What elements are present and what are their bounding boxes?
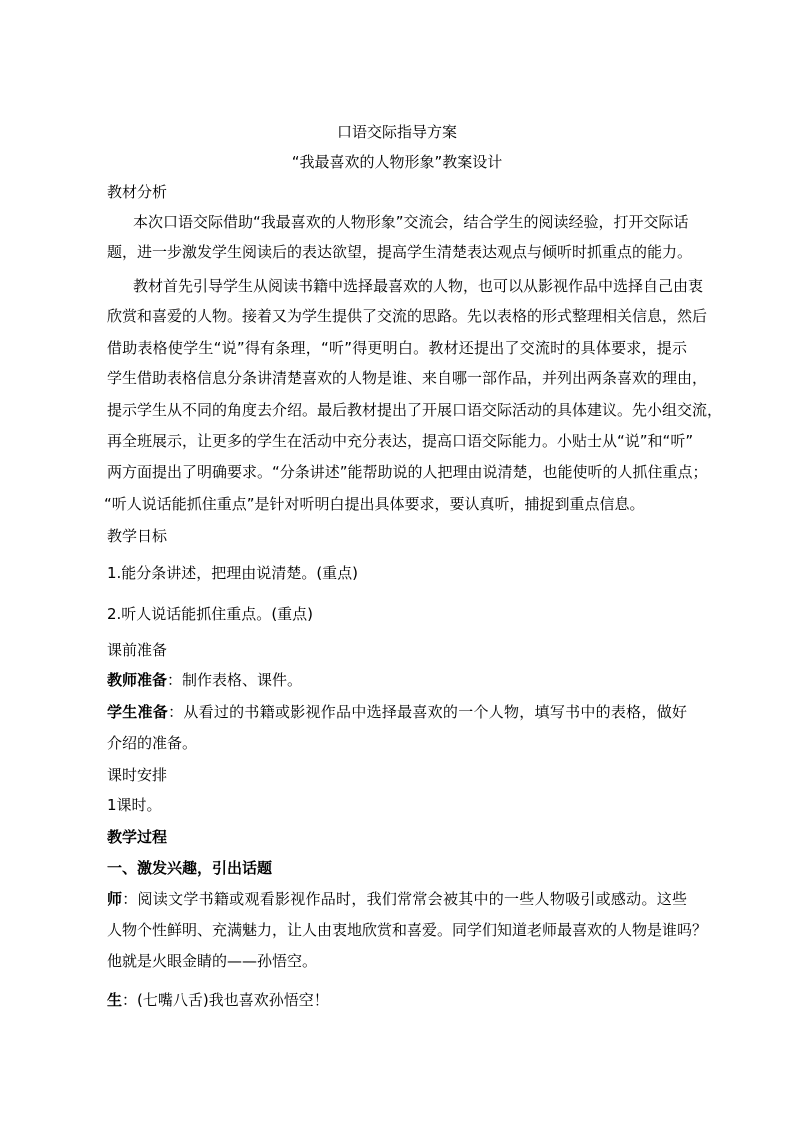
student-speech-text: ：(七嘴八舌)我也喜欢孙悟空！ — [122, 991, 329, 1009]
section-heading-materials: 教材分析 — [107, 183, 168, 201]
teacher-speech-text: ：阅读文学书籍或观看影视作品时，我们常常会被其中的一些人物吸引或感动。这些 — [122, 890, 687, 908]
class-hours: 1课时。 — [107, 796, 162, 814]
paragraph-line: 学生借助表格信息分条讲清楚喜欢的人物是谁、来自哪一部作品，并列出两条喜欢的理由， — [107, 369, 708, 387]
document-subtitle: “我最喜欢的人物形象”教案设计 — [291, 153, 503, 171]
section-heading-preparation: 课前准备 — [107, 641, 168, 659]
paragraph-line: 题，进一步激发学生阅读后的表达欲望，提高学生清楚表达观点与倾听时抓重点的能力。 — [107, 243, 693, 261]
paragraph-line: 再全班展示，让更多的学生在活动中充分表达，提高口语交际能力。小贴士从“说”和“听” — [107, 432, 694, 450]
section-heading-goals: 教学日标 — [107, 527, 168, 545]
goal-item: 2.听人说话能抓住重点。(重点) — [107, 605, 314, 623]
student-speech — [107, 990, 687, 1010]
teacher-speech — [107, 889, 687, 909]
speaker-student: 生 — [107, 991, 123, 1009]
section-heading-process: 教学过程 — [107, 828, 168, 846]
document-title: 口语交际指导方案 — [336, 123, 457, 141]
section-heading-schedule: 课时安排 — [107, 766, 168, 784]
paragraph-line: “听人说话能抓住重点”是针对听明白提出具体要求，要认真听，捕捉到重点信息。 — [104, 495, 645, 513]
student-preparation-cont: 介绍的准备。 — [107, 734, 198, 752]
teacher-preparation-text: ：制作表格、课件。 — [167, 671, 303, 689]
student-preparation — [107, 702, 687, 722]
student-preparation-text: ：从看过的书籍或影视作品中选择最喜欢的一个人物，填写书中的表格，做好 — [168, 703, 687, 721]
goal-item: 1.能分条讲述，把理由说清楚。(重点) — [107, 564, 359, 582]
teacher-preparation-label: 教师准备 — [107, 671, 168, 689]
teacher-speech-line: 他就是火眼金睛的——孙悟空。 — [107, 952, 318, 970]
paragraph-line: 欣赏和喜爱的人物。接着又为学生提供了交流的思路。先以表格的形式整理相关信息，然后 — [107, 307, 708, 325]
step-heading: 一、激发兴趣，引出话题 — [107, 859, 273, 877]
paragraph-line: 提示学生从不同的角度去介绍。最后教材提出了开展口语交际活动的具体建议。先小组交流， — [107, 401, 723, 419]
paragraph-line: 两方面提出了明确要求。“分条讲述”能帮助说的人把理由说清楚，也能使听的人抓住重点； — [107, 463, 708, 481]
speaker-teacher: 师 — [107, 890, 123, 908]
teacher-speech-line: 人物个性鲜明、充满魅力，让人由衷地欣赏和喜爱。同学们知道老师最喜欢的人物是谁吗？ — [107, 921, 708, 939]
paragraph-line: 借助表格使学生“说”得有条理，“听”得更明白。教材还提出了交流时的具体要求，提示 — [107, 339, 687, 357]
paragraph-line: 本次口语交际借助“我最喜欢的人物形象”交流会，结合学生的阅读经验，打开交际话 — [133, 213, 689, 231]
student-preparation-label: 学生准备 — [107, 703, 169, 721]
teacher-preparation — [107, 670, 687, 690]
paragraph-line: 教材首先引导学生从阅读书籍中选择最喜欢的人物，也可以从影视作品中选择自己由衷 — [133, 277, 704, 295]
